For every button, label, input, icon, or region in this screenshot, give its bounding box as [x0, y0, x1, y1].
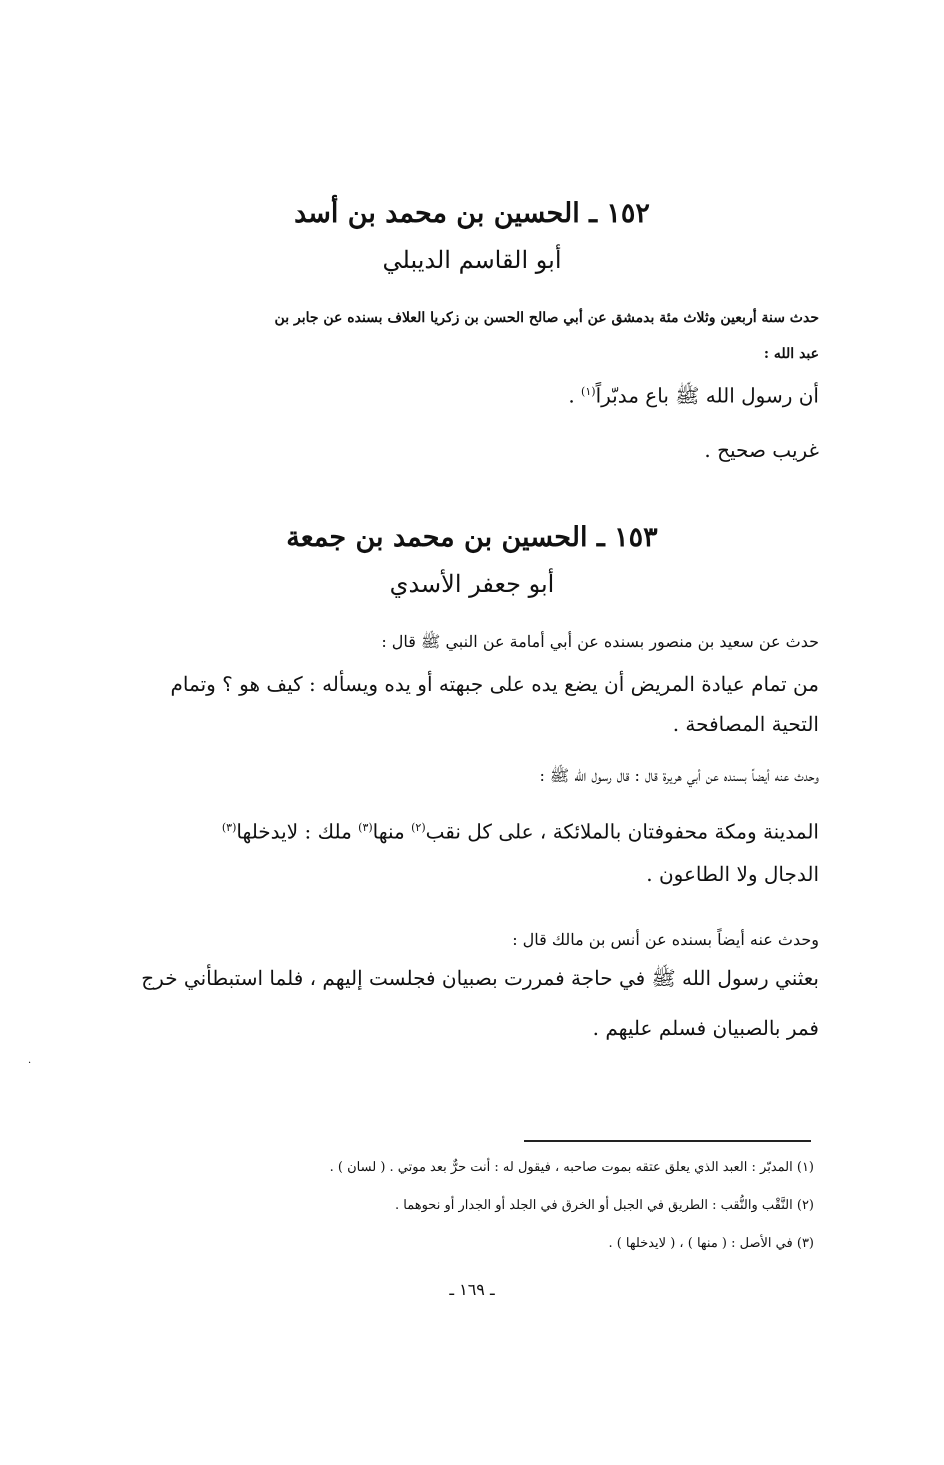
footnote-ref-2: (٢): [411, 821, 426, 834]
footnote-separator: [524, 1140, 811, 1142]
entry-153-hadith-3-line-1: بعثني رسول الله ﷺ في حاجة فمررت بصبيان فجلست إليهم ، فلما استبطأني خرج: [141, 966, 819, 990]
entry-152-subtitle: أبو القاسم الديبلي: [382, 246, 562, 274]
entry-153-intro-3: وحدث عنه أيضاً بسنده عن أنس بن مالك قال :: [512, 930, 819, 949]
footnote-ref-1: (١): [581, 385, 596, 398]
footnote-1: (١) المدبّر : العبد الذي يعلق عتقه بموت صاحبه ، فيقول له : أنت حرٌّ بعد موتي . ( لسان ) .: [329, 1160, 814, 1175]
entry-152-title: ١٥٢ ـ الحسين بن محمد بن أسد: [294, 198, 650, 229]
entry-153-hadith-1-line-2: التحية المصافحة .: [672, 712, 819, 736]
footnote-3: (٣) في الأصل : ( منها ) ، ( لايدخلها ) .: [608, 1236, 814, 1251]
entry-153-subtitle: أبو جعفر الأسدي: [389, 570, 555, 598]
page-number: ـ ١٦٩ ـ: [449, 1280, 495, 1299]
footnote-ref-3a: (٣): [358, 821, 373, 834]
hadith-text: ملك : لايدخلها: [236, 819, 359, 844]
hadith-text: منها: [372, 819, 412, 844]
entry-153-title: ١٥٣ ـ الحسين بن محمد بن جمعة: [286, 522, 658, 553]
entry-153-intro-1: حدث عن سعيد بن منصور بسنده عن أبي أمامة عن النبي ﷺ قال :: [381, 632, 819, 651]
entry-152-hadith: [119, 370, 819, 418]
hadith-text: المدينة ومكة محفوفتان بالملائكة ، على كل نقب: [425, 819, 819, 844]
entry-152-intro-line-2: عبد الله :: [763, 346, 819, 362]
entry-153-hadith-1-line-1: من تمام عيادة المريض أن يضع يده على جبهته أو يده ويسأله : كيف هو ؟ وتمام: [170, 672, 819, 696]
hadith-text: أن رسول الله ﷺ باع مدبّراً: [595, 383, 819, 408]
entry-152-grade: غريب صحيح .: [704, 438, 819, 462]
entry-152-intro-line-1: حدث سنة أربعين وثلاث مئة بدمشق عن أبي صالح الحسن بن زكريا العلاف بسنده عن جابر بن: [274, 310, 819, 326]
entry-153-hadith-2-line-1: [119, 806, 819, 854]
hadith-end: .: [568, 383, 582, 408]
entry-153-hadith-3-line-2: فمر بالصبيان فسلم عليهم .: [592, 1016, 819, 1040]
margin-mark: ·: [28, 1058, 32, 1069]
entry-153-intro-2: وحدث عنه أيضاً بسنده عن أبي هريرة قال : قال رسول الله ﷺ :: [539, 766, 819, 785]
footnote-ref-3b: (٣): [221, 821, 237, 834]
entry-153-hadith-2-line-2: الدجال ولا الطاعون .: [646, 862, 819, 886]
footnote-2: (٢) النَّقْب والنُّقب : الطريق في الجبل أو الخرق في الجلد أو الجدار أو نحوهما .: [394, 1198, 814, 1213]
